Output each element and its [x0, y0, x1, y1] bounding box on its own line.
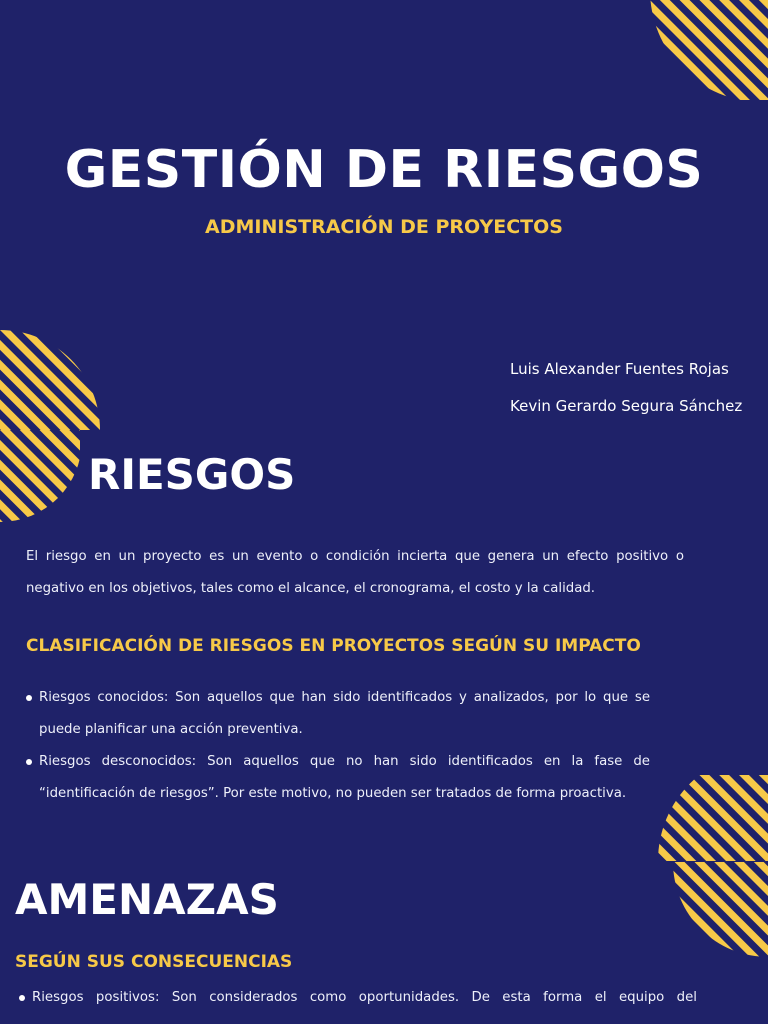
list-item	[26, 682, 650, 746]
section-heading-riesgos: RIESGOS	[88, 450, 296, 499]
classification-heading: CLASIFICACIÓN DE RIESGOS EN PROYECTOS SEGÚN SU IMPACTO	[26, 636, 641, 656]
section-heading-amenazas: AMENAZAS	[15, 875, 279, 924]
author-name: Kevin Gerardo Segura Sánchez	[510, 397, 743, 415]
bullet-icon	[19, 995, 25, 1001]
striped-circle-left-lower	[0, 430, 80, 540]
striped-circle-right-upper	[640, 775, 768, 861]
bullet-icon	[26, 759, 32, 765]
list-item-text: Riesgos desconocidos: Son aquellos que no han sido identificados en la fase de “identificación de riesgos”. Por este motivo, no pueden ser tratados de forma proactiva.	[39, 754, 650, 801]
list-item	[26, 746, 650, 810]
amenazas-bullet-list	[19, 982, 697, 1014]
author-name: Luis Alexander Fuentes Rojas	[510, 360, 729, 378]
riesgos-paragraph: El riesgo en un proyecto es un evento o condición incierta que genera un efecto positivo o negativo en los objetivos, tales como el alcance, el cronograma, el costo y la calidad.	[26, 549, 684, 596]
list-item	[19, 982, 697, 1014]
page-title: GESTIÓN DE RIESGOS	[64, 140, 704, 200]
striped-circle-top-right	[640, 0, 768, 100]
list-item-text: Riesgos positivos: Son considerados como oportunidades. De esta forma el equipo del	[32, 990, 697, 1005]
riesgos-bullet-list	[26, 682, 650, 810]
striped-circle-left-upper	[0, 330, 100, 430]
consequences-heading: SEGÚN SUS CONSECUENCIAS	[15, 952, 293, 972]
page-subtitle: ADMINISTRACIÓN DE PROYECTOS	[205, 216, 563, 238]
bullet-icon	[26, 695, 32, 701]
list-item-text: Riesgos conocidos: Son aquellos que han sido identificados y analizados, por lo que se puede planificar una acción preventiva.	[39, 690, 650, 737]
striped-circle-right-lower	[635, 862, 768, 957]
